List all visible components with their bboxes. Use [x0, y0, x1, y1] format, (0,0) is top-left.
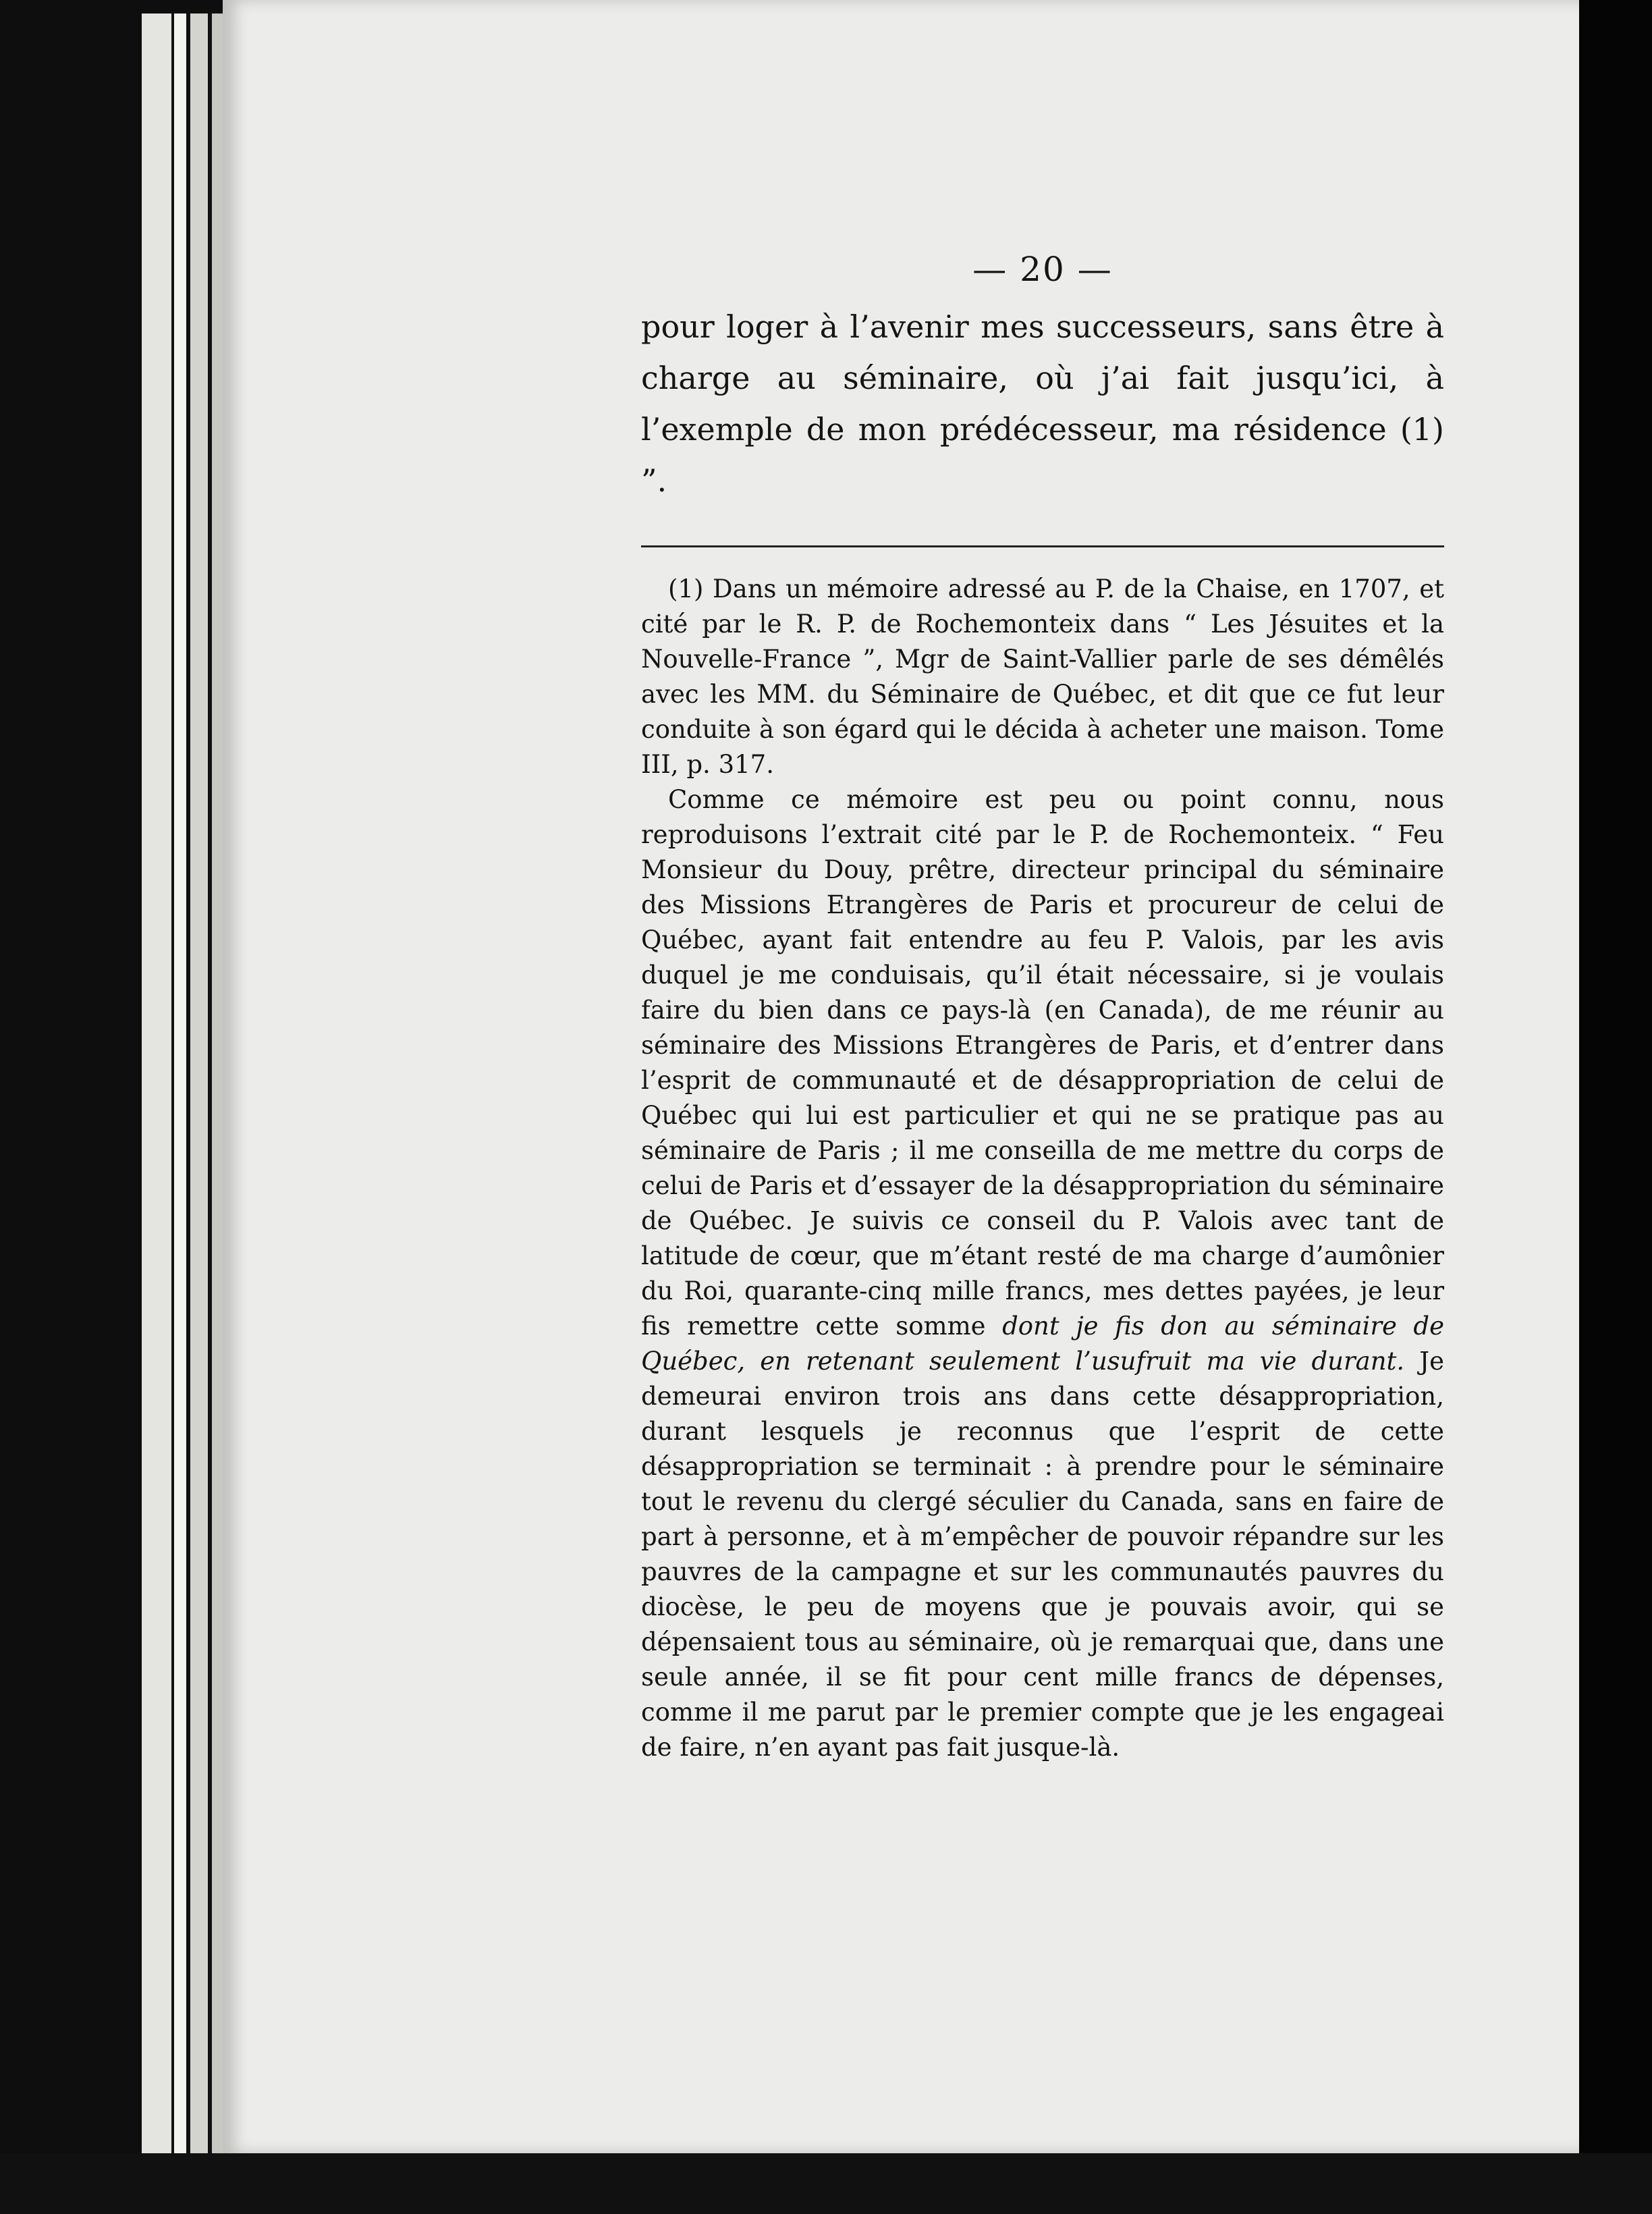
page-stack-divider — [188, 14, 190, 2160]
footnote-text: Comme ce mémoire est peu ou point connu, nous reproduisons l’extrait cité par le P. de Rochemonteix. “ Feu Monsieur du Douy, prêtre, directeur principal du séminaire des Missions Etrangères de Paris et procureur de celui de Québec, ayant fait entendre au feu P. Valois, par les avis duquel je me conduisais, qu’il était nécessaire, si je voulais faire du bien dans ce pays-là (en Canada), de me réunir au séminaire des Missions Etrangères de Paris, et d’entrer dans l’esprit de communauté et de désappropriation de celui de Québec qui lui est particulier et qui ne se pratique pas au séminaire de Paris ; il me conseilla de me mettre du corps de celui de Paris et d’essayer de la désappropriation du séminaire de Québec. Je suivis ce conseil du P. Valois avec tant de latitude de cœur, que m’étant resté de ma charge d’aumônier du Roi, quarante-cinq mille francs, mes dettes payées, je leur fis remettre cette somme — [641, 785, 1444, 1341]
page-stack-edge — [212, 14, 223, 2160]
main-text: pour loger à l’avenir mes successeurs, sans être à charge au séminaire, où j’ai fait jusqu’ici, à l’exemple de mon prédécesseur, ma résidence (1) ”. — [641, 308, 1444, 499]
page-stack-divider — [171, 14, 174, 2160]
scan-right-border — [1579, 0, 1652, 2214]
footnote-italic-text: dont je fis don au séminaire de Québec, en retenant seulement l’usufruit ma vie durant. — [641, 1312, 1444, 1376]
page-stack-divider — [209, 14, 212, 2160]
footnote-paragraph: (1) Dans un mémoire adressé au P. de la Chaise, en 1707, et cité par le R. P. de Rochemonteix dans “ Les Jésuites et la Nouvelle-France ”, Mgr de Saint-Vallier parle de ses démêlés avec les MM. du Séminaire de Québec, et dit que ce fut leur conduite à son égard qui le décida à acheter une maison. Tome III, p. 317. — [641, 574, 1444, 779]
page-stack-edge — [174, 14, 186, 2160]
footnote-separator — [641, 545, 1444, 547]
footnote-paragraph — [641, 782, 1444, 1765]
footnote-text: Je demeurai environ trois ans dans cette désappropriation, durant lesquels je reconnus que l’esprit de cette désappropriation se terminait : à prendre pour le séminaire tout le revenu du clergé séculier du Canada, sans en faire de part à personne, et à m’empêcher de pouvoir répandre sur les pauvres de la campagne et sur les communautés pauvres du diocèse, le peu de moyens que je pouvais avoir, qui se dépensaient tous au séminaire, où je remarquai que, dans une seule année, il se fit pour cent mille francs de dépenses, comme il me parut par le premier compte que je les engageai de faire, n’en ayant pas fait jusque-là. — [641, 1347, 1445, 1762]
page-stack-edge — [142, 14, 171, 2160]
page-stack-edge — [190, 14, 208, 2160]
scan-bottom-border — [0, 2153, 1652, 2214]
page-content — [641, 250, 1444, 1765]
page-number: — 20 — — [972, 250, 1113, 289]
footnote — [641, 572, 1444, 1765]
